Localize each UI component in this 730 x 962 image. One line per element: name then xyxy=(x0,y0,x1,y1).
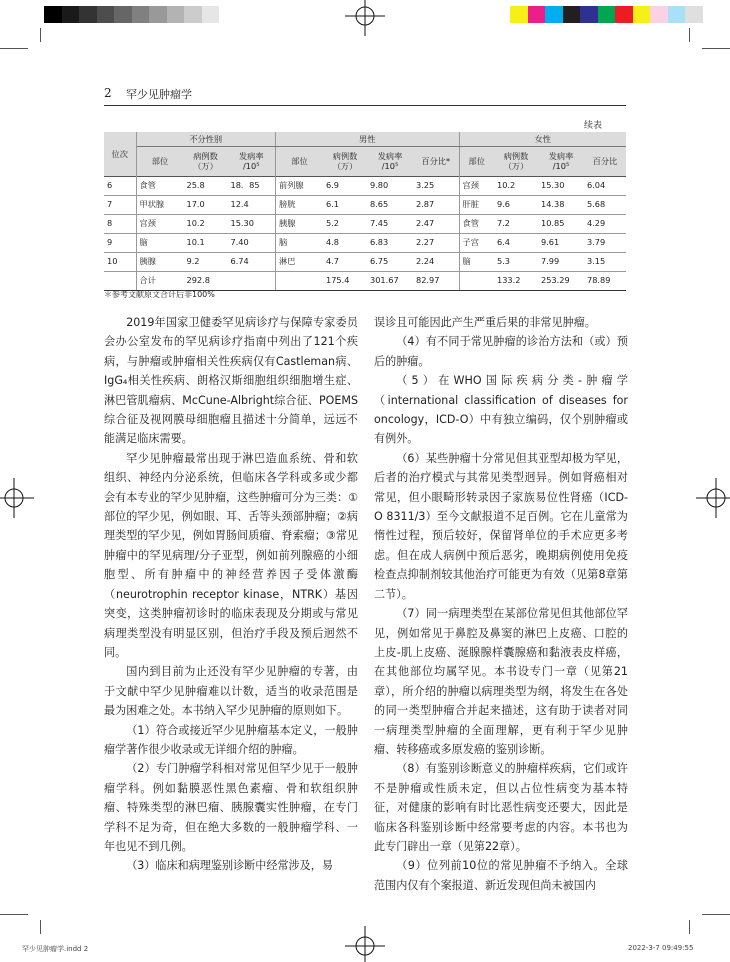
color-swatch xyxy=(202,6,220,23)
table-cell: 7.2 xyxy=(494,214,538,233)
paragraph: （4）有不同于常见肿瘤的诊治方法和（或）预后的肿瘤。 xyxy=(374,335,628,368)
table-row xyxy=(104,271,626,290)
table-cell: 淋巴 xyxy=(276,252,324,271)
table-cell: 78.89 xyxy=(584,271,626,290)
table-cell: 6.75 xyxy=(367,252,413,271)
table-row xyxy=(104,195,626,214)
color-calibration-bar xyxy=(510,6,720,23)
table-cell: 253.29 xyxy=(538,271,584,290)
paragraph: （9）位列前10位的常见肿瘤不予纳入。全球范围内仅有个案报道、新近发现但尚未被国内 xyxy=(374,859,628,892)
table-cell: 15.30 xyxy=(228,214,276,233)
color-swatch xyxy=(703,6,721,23)
table-cell: 6.74 xyxy=(228,252,276,271)
col-header-rate: 发病率 /10⁵ xyxy=(377,150,403,171)
table-cell: 133.2 xyxy=(494,271,538,290)
color-swatch xyxy=(668,6,686,23)
color-swatch xyxy=(44,6,62,23)
paragraph: 国内到目前为止还没有罕少见肿瘤的专著，由于文献中罕少见肿瘤难以计数，适当的收录范围是最为困难之处。本书纳入罕少见肿瘤的原则如下。 xyxy=(104,665,358,718)
group-header-male: 男性 xyxy=(276,132,460,146)
cancer-incidence-table xyxy=(104,132,626,291)
table-cell: 2.24 xyxy=(413,252,459,271)
table-cell: 5.68 xyxy=(584,195,626,214)
color-swatch xyxy=(650,6,668,23)
table-row xyxy=(104,252,626,271)
col-header-percent: 百分比 xyxy=(592,155,618,166)
table-cell: 7.40 xyxy=(228,233,276,252)
table-footnote: ＊参考文献原文合计后非100% xyxy=(104,290,215,299)
table-cell: 18．85 xyxy=(228,176,276,195)
table-cell: 2.27 xyxy=(413,233,459,252)
color-swatch xyxy=(685,6,703,23)
table-cell: 膀胱 xyxy=(276,195,324,214)
table-cell xyxy=(104,271,136,290)
page-number: 2 xyxy=(104,86,112,100)
table-cell: 3.15 xyxy=(584,252,626,271)
table-cell: 6.1 xyxy=(323,195,367,214)
table-cell: 3.79 xyxy=(584,233,626,252)
crop-mark-bl-v xyxy=(40,920,41,934)
table-cell: 前列腺 xyxy=(276,176,324,195)
table-cell: 甲状腺 xyxy=(136,195,184,214)
table-cell: 6.9 xyxy=(323,176,367,195)
crop-mark-tl-v xyxy=(40,28,41,42)
table-cell: 82.97 xyxy=(413,271,459,290)
table-cell xyxy=(228,271,276,290)
registration-mark-top xyxy=(345,0,385,36)
table-cell: 脑 xyxy=(136,233,184,252)
crop-mark-tl-h xyxy=(0,48,28,49)
color-swatch xyxy=(545,6,563,23)
crop-mark-tr-v xyxy=(689,28,690,42)
table-cell: 9.80 xyxy=(367,176,413,195)
crop-mark-tr-h xyxy=(702,48,730,49)
table-cell: 8 xyxy=(104,214,136,233)
paragraph: 误诊且可能因此产生严重后果的非常见肿瘤。 xyxy=(374,316,596,329)
paragraph: （8）有鉴别诊断意义的肿瘤样疾病，它们或许不是肿瘤或性质未定，但以占位性病变为基本特征，对健康的影响有时比恶性病变还要大，因此是临床各科鉴别诊断中经常要考虑的内容。本书也为此专门辟出一章（见第22章）。 xyxy=(374,762,628,853)
rank-header: 位次 xyxy=(104,132,136,176)
table-cell: 6.04 xyxy=(584,176,626,195)
table-cell: 4.29 xyxy=(584,214,626,233)
color-swatch xyxy=(528,6,546,23)
group-header-all: 不分性别 xyxy=(136,132,276,146)
table-cell: 3.25 xyxy=(413,176,459,195)
running-title: 罕少见肿瘤学 xyxy=(126,88,192,101)
table-cell: 9 xyxy=(104,233,136,252)
paragraph: （5）在WHO国际疾病分类-肿瘤学（international classification of diseases for oncology，ICD-O）中有独立编码，仅个别肿瘤或有例外。 xyxy=(374,374,628,446)
paragraph: （1）符合或接近罕少见肿瘤基本定义，一般肿瘤学著作很少收录或无详细介绍的肿瘤。 xyxy=(104,723,358,756)
print-slug-timestamp: 2022-3-7 09:49:55 xyxy=(628,944,694,952)
table-cell: 10.2 xyxy=(184,214,228,233)
table-cell: 292.8 xyxy=(184,271,228,290)
table-row xyxy=(104,176,626,195)
table-cell: 5.2 xyxy=(323,214,367,233)
table-cell: 2.87 xyxy=(413,195,459,214)
group-header-female: 女性 xyxy=(459,132,626,146)
table-cell: 胰腺 xyxy=(136,252,184,271)
table-cell: 7.99 xyxy=(538,252,584,271)
color-swatch xyxy=(615,6,633,23)
table-cell: 7.45 xyxy=(367,214,413,233)
gray-calibration-bar xyxy=(44,6,237,23)
color-swatch xyxy=(598,6,616,23)
body-column-right xyxy=(374,313,628,895)
table-cell: 肝脏 xyxy=(459,195,494,214)
col-header-site: 部位 xyxy=(291,155,308,166)
table-cell: 301.67 xyxy=(367,271,413,290)
table-cell: 合计 xyxy=(136,271,184,290)
color-swatch xyxy=(62,6,80,23)
table-cell: 10 xyxy=(104,252,136,271)
crop-mark-br-v xyxy=(689,920,690,934)
registration-mark-bottom xyxy=(345,926,385,962)
crop-mark-br-h xyxy=(702,914,730,915)
color-swatch xyxy=(510,6,528,23)
table-cell: 8.65 xyxy=(367,195,413,214)
registration-mark-left xyxy=(0,478,34,518)
table-row xyxy=(104,233,626,252)
table-cell: 175.4 xyxy=(323,271,367,290)
col-header-rate: 发病率 /10⁵ xyxy=(548,150,574,171)
color-swatch xyxy=(114,6,132,23)
print-slug-filename: 罕少见肿瘤学.indd 2 xyxy=(22,945,89,953)
table-cell: 宫颈 xyxy=(459,176,494,195)
table-cell: 5.3 xyxy=(494,252,538,271)
table-cell: 宫颈 xyxy=(136,214,184,233)
color-swatch xyxy=(633,6,651,23)
table-cell: 17.0 xyxy=(184,195,228,214)
table-body xyxy=(104,176,626,290)
col-header-site: 部位 xyxy=(468,155,485,166)
table-cell: 4.8 xyxy=(323,233,367,252)
col-header-cases: 病例数（万） xyxy=(503,150,529,171)
paragraph: （3）临床和病理鉴别诊断中经常涉及，易 xyxy=(126,859,333,873)
color-swatch xyxy=(563,6,581,23)
color-swatch xyxy=(167,6,185,23)
table-cell: 14.38 xyxy=(538,195,584,214)
table-cell: 子宫 xyxy=(459,233,494,252)
table-cell: 7 xyxy=(104,195,136,214)
color-swatch xyxy=(184,6,202,23)
table-cell: 脑 xyxy=(459,252,494,271)
table-cell: 10.2 xyxy=(494,176,538,195)
color-swatch xyxy=(79,6,97,23)
table-cell: 9.6 xyxy=(494,195,538,214)
table-cell: 9.2 xyxy=(184,252,228,271)
table-cell: 食管 xyxy=(459,214,494,233)
paragraph: 2019年国家卫健委罕见病诊疗与保障专家委员会办公室发布的罕见病诊疗指南中列出了121个疾病，与肿瘤或肿瘤相关性疾病仅有Castleman病、IgG₄相关性疾病、朗格汉斯细胞组织细胞增生症、淋巴管肌瘤病、McCune-Albright综合征、POEMS综合征及视网膜母细胞瘤且描述十分简单，远远不能满足临床需要。 xyxy=(104,316,358,446)
table-cell: 胰腺 xyxy=(276,214,324,233)
table-cell: 10.1 xyxy=(184,233,228,252)
col-header-rate: 发病率 /10⁵ xyxy=(228,146,276,176)
registration-mark-right xyxy=(696,478,730,518)
table-cell: 2.47 xyxy=(413,214,459,233)
paragraph: 罕少见肿瘤最常出现于淋巴造血系统、骨和软组织、神经内分泌系统，但临床各学科或多或少都会有本专业的罕少见肿瘤，这些肿瘤可分为三类：①部位的罕少见，例如眼、耳、舌等头颈部肿瘤；②病理类型的罕少见，例如胃肠间质瘤、脊索瘤；③常见肿瘤中的罕见病理/分子亚型，例如前列腺癌的小细胞型、所有肿瘤中的神经营养因子受体激酶（neurotrophin receptor kinase，NTRK）基因突变，这类肿瘤初诊时的临床表现及分期或与常见病理类型没有明显区别，但治疗手段及预后迥然不同。 xyxy=(104,451,359,659)
body-column-left xyxy=(104,313,358,876)
header-rule xyxy=(104,105,626,106)
table-cell: 9.61 xyxy=(538,233,584,252)
color-swatch xyxy=(132,6,150,23)
table-cell xyxy=(276,271,324,290)
table-cell: 食管 xyxy=(136,176,184,195)
color-swatch xyxy=(580,6,598,23)
col-header-cases: 病例数（万） xyxy=(193,150,218,171)
color-swatch xyxy=(97,6,115,23)
color-swatch xyxy=(219,6,237,23)
paragraph: （6）某些肿瘤十分常见但其亚型却极为罕见，后者的治疗模式与其常见类型迥异。例如肾癌相对常见，但小眼畸形转录因子家族易位性肾癌（ICD-O 8311/3）至今文献报道不足百例。它在儿童常为惰性过程，预后较好，保留肾单位的手术应更多考虑。但在成人病例中预后恶劣，晚期病例使用免疫检查点抑制剂较其他治疗可能更为有效（见第8章第二节）。 xyxy=(374,451,628,601)
table-cell: 脑 xyxy=(276,233,324,252)
table-cell: 4.7 xyxy=(323,252,367,271)
table-cell: 15.30 xyxy=(538,176,584,195)
table-cell: 10.85 xyxy=(538,214,584,233)
table-continued-label: 续表 xyxy=(584,121,603,131)
col-header-percent: 百分比* xyxy=(413,146,459,176)
paragraph: （2）专门肿瘤学科相对常见但罕少见于一般肿瘤学科。例如黏膜恶性黑色素瘤、骨和软组织肿瘤、特殊类型的淋巴瘤、胰腺囊实性肿瘤，在专门学科不足为奇，但在绝大多数的一般肿瘤学科、一年也见不到几例。 xyxy=(104,762,358,853)
table-row xyxy=(104,214,626,233)
table-cell: 25.8 xyxy=(184,176,228,195)
col-header-site: 部位 xyxy=(151,155,169,166)
table-cell xyxy=(459,271,494,290)
table-cell: 6 xyxy=(104,176,136,195)
paragraph: （7）同一病理类型在某部位常见但其他部位罕见，例如常见于鼻腔及鼻窦的淋巴上皮癌、口腔的上皮-肌上皮癌、涎腺腺样囊腺癌和黏液表皮样癌，在其他部位均属罕见。本书设专门一章（见第21章），所介绍的肿瘤以病理类型为纲，将发生在各处的同一类型肿瘤合并起来描述，这有助于读者对同一病理类型肿瘤的全面理解，更有利于罕少见肿瘤、转移癌或多原发癌的鉴别诊断。 xyxy=(374,607,628,756)
color-swatch xyxy=(149,6,167,23)
col-header-cases: 病例数（万） xyxy=(332,150,358,171)
table-cell: 6.83 xyxy=(367,233,413,252)
crop-mark-bl-h xyxy=(0,914,28,915)
table-cell: 12.4 xyxy=(228,195,276,214)
table-cell: 6.4 xyxy=(494,233,538,252)
